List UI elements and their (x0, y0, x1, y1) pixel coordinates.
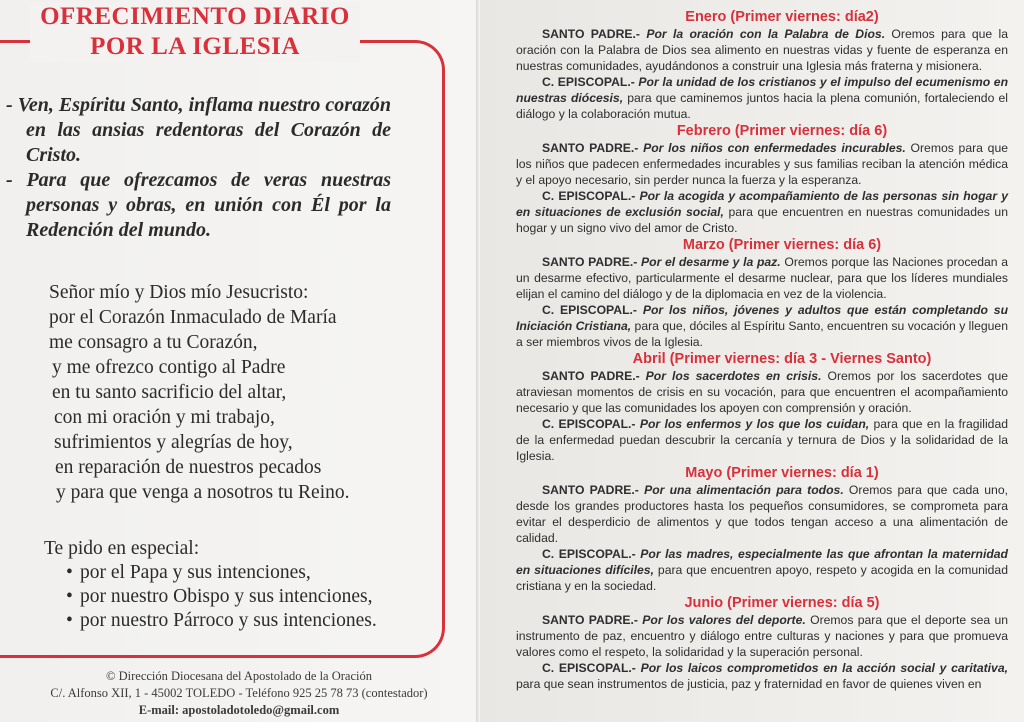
ask-item-text: por nuestro Párroco y sus intenciones. (80, 610, 377, 631)
month-section (516, 122, 1008, 236)
intention-entry (516, 482, 1008, 546)
month-section (516, 8, 1008, 122)
list-item (66, 561, 377, 585)
entry-text: Oremos porque las Naciones procedan a un desarme efectivo, particularmente el desarme nuclear, para que los líderes mundiales elijan el camino del diálogo y de la diplomacia en vez de la violencia. (516, 255, 1009, 301)
prayer-line: en reparación de nuestros pecados (55, 457, 322, 478)
intention-entry (516, 368, 1008, 416)
month-heading: Febrero (Primer viernes: día 6) (676, 123, 888, 139)
entry-topic: Por los niños con enfermedades incurables. (643, 141, 906, 155)
footer-copyright: © Dirección Diocesana del Apostolado de la Oración (105, 669, 372, 683)
entry-author: SANTO PADRE.- (542, 613, 638, 627)
entry-text: Oremos por los sacerdotes que atraviesan momentos de crisis en su vocación, para que encuentren el acompañamiento necesario y que las comunidades los apoyen con comprensión y oración. (516, 369, 1009, 415)
bullet-icon: • (66, 610, 73, 631)
prayer-line: con mi oración y mi trabajo, (54, 407, 275, 428)
entry-author: SANTO PADRE.- (542, 27, 640, 41)
entry-author: C. EPISCOPAL.- (542, 75, 635, 89)
month-heading: Mayo (Primer viernes: día 1) (685, 465, 879, 481)
prayer-line: y para que venga a nosotros tu Reino. (56, 482, 350, 503)
entry-author: C. EPISCOPAL.- (542, 661, 636, 675)
entry-topic: Por el desarme y la paz. (641, 255, 781, 269)
month-heading: Junio (Primer viernes: día 5) (684, 595, 880, 611)
left-page (0, 0, 478, 722)
ask-item-text: por el Papa y sus intenciones, (80, 562, 311, 583)
month-heading: Enero (Primer viernes: día2) (685, 9, 879, 25)
entry-text: para que encuentren apoyo, respeto y acogida en la comunidad cristiana y en la sociedad. (516, 563, 1008, 593)
page-fold (476, 0, 480, 722)
page-title (30, 2, 360, 62)
intention-entry (516, 26, 1008, 74)
entry-topic: Por los laicos comprometidos en la acción social y caritativa, (640, 661, 1008, 675)
month-section (516, 236, 1008, 350)
prayer-line: me consagro a tu Corazón, (49, 332, 258, 353)
ask-list (44, 561, 377, 633)
entry-author: SANTO PADRE.- (542, 483, 639, 497)
entry-topic: Por la oración con la Palabra de Dios. (646, 27, 886, 41)
footer-address: C/. Alfonso XII, 1 - 45002 TOLEDO - Teléfono 925 25 78 73 (contestador) (50, 686, 428, 700)
prayer-line: Señor mío y Dios mío Jesucristo: (49, 282, 309, 303)
list-item (66, 585, 377, 609)
intention-entry (516, 188, 1008, 236)
month-heading: Marzo (Primer viernes: día 6) (682, 237, 882, 253)
entry-author: SANTO PADRE.- (542, 255, 638, 269)
bullet-icon: • (66, 562, 73, 583)
entry-text: para que sean instrumentos de justicia, paz y fraternidad en favor de quienes viven en (516, 677, 982, 691)
entry-author: C. EPISCOPAL.- (542, 417, 636, 431)
entry-topic: Por los enfermos y los que los cuidan, (639, 417, 870, 431)
entry-author: SANTO PADRE.- (542, 369, 640, 383)
ask-item-text: por nuestro Obispo y sus intenciones, (80, 586, 373, 607)
footer (0, 668, 478, 719)
intention-entry (516, 546, 1008, 594)
intention-entry (516, 254, 1008, 302)
ask-intro: Te pido en especial: (44, 538, 200, 559)
intention-entry (516, 74, 1008, 122)
entry-text: Oremos para que cada uno, desde los grandes productores hasta los pequeños consumidores, se comprometa para evitar el desperdicio de alimentos y que todos tengan acceso a una alimentación de calidad. (516, 483, 1008, 545)
entry-topic: Por los valores del deporte. (642, 613, 806, 627)
offering-prayer (49, 280, 350, 505)
list-item (66, 609, 377, 633)
footer-email: E-mail: apostoladotoledo@gmail.com (138, 703, 340, 717)
entry-text: Oremos para que la oración con la Palabra de Dios sea alimento en nuestras vidas y fuente de esperanza en nuestras comunidades, ayudándonos a construir una Iglesia más fraterna y misionera. (516, 27, 1008, 73)
entry-author: SANTO PADRE.- (542, 141, 639, 155)
intention-entry (516, 302, 1008, 350)
month-section (516, 350, 1008, 464)
special-requests (44, 537, 377, 633)
entry-topic: Por los niños, jóvenes y adultos que están completando su Iniciación Cristiana, (516, 303, 1009, 333)
entry-text: Oremos para que los niños que padecen enfermedades incurables y sus familias reciban la atención médica y el apoyo necesario, sin perder nunca la fuerza y la esperanza. (516, 141, 1009, 187)
month-section (516, 594, 1008, 692)
prayer-line: en tu santo sacrificio del altar, (52, 382, 287, 403)
entry-topic: Por la unidad de los cristianos y el impulso del ecumenismo en nuestras diócesis, (516, 75, 1009, 105)
title-line-1: OFRECIMIENTO DIARIO (40, 3, 350, 30)
month-section (516, 464, 1008, 594)
intention-1: - Ven, Espíritu Santo, inflama nuestro corazón en las ansias redentoras del Corazón de Cristo. (6, 94, 391, 166)
monthly-intentions (516, 8, 1008, 692)
intention-2: - Para que ofrezcamos de veras nuestras personas y obras, en unión con Él por la Redención del mundo. (6, 169, 391, 241)
prayer-line: y me ofrezco contigo al Padre (52, 357, 286, 378)
title-line-2: POR LA IGLESIA (90, 33, 300, 60)
entry-text: para que caminemos juntos hacia la plena comunión, fortaleciendo el diálogo y la colaboración mutua. (516, 91, 1008, 121)
prayer-line: sufrimientos y alegrías de hoy, (54, 432, 293, 453)
bullet-icon: • (66, 586, 73, 607)
intention-entry (516, 416, 1008, 464)
intention-entry (516, 612, 1008, 660)
entry-text: para que, dóciles al Espíritu Santo, encuentren su vocación y lleguen a ser miembros vivos de la Iglesia. (516, 319, 1008, 349)
entry-author: C. EPISCOPAL.- (542, 189, 636, 203)
entry-topic: Por una alimentación para todos. (644, 483, 844, 497)
intentions (6, 93, 391, 243)
entry-topic: Por la acogida y acompañamiento de las personas sin hogar y en situaciones de exclusión social, (516, 189, 1008, 219)
prayer-line: por el Corazón Inmaculado de María (49, 307, 337, 328)
intention-entry (516, 660, 1008, 692)
entry-author: C. EPISCOPAL.- (542, 547, 636, 561)
intention-entry (516, 140, 1008, 188)
entry-topic: Por las madres, especialmente las que afrontan la maternidad en situaciones difíciles, (516, 547, 1008, 577)
month-heading: Abril (Primer viernes: día 3 - Viernes Santo) (632, 351, 932, 367)
entry-author: C. EPISCOPAL.- (542, 303, 637, 317)
entry-text: Oremos para que el deporte sea un instrumento de paz, encuentro y diálogo entre culturas y naciones y para que promueva valores como el respeto, la solidaridad y la superación personal. (516, 613, 1008, 659)
entry-text: para que en la fragilidad de la enfermedad puedan descubrir la cercanía y ternura de Dios y la solidaridad de la Iglesia. (516, 417, 1008, 463)
entry-text: para que encuentren en nuestras comunidades un hogar y un signo vivo del amor de Cristo. (516, 205, 1008, 235)
entry-topic: Por los sacerdotes en crisis. (645, 369, 822, 383)
